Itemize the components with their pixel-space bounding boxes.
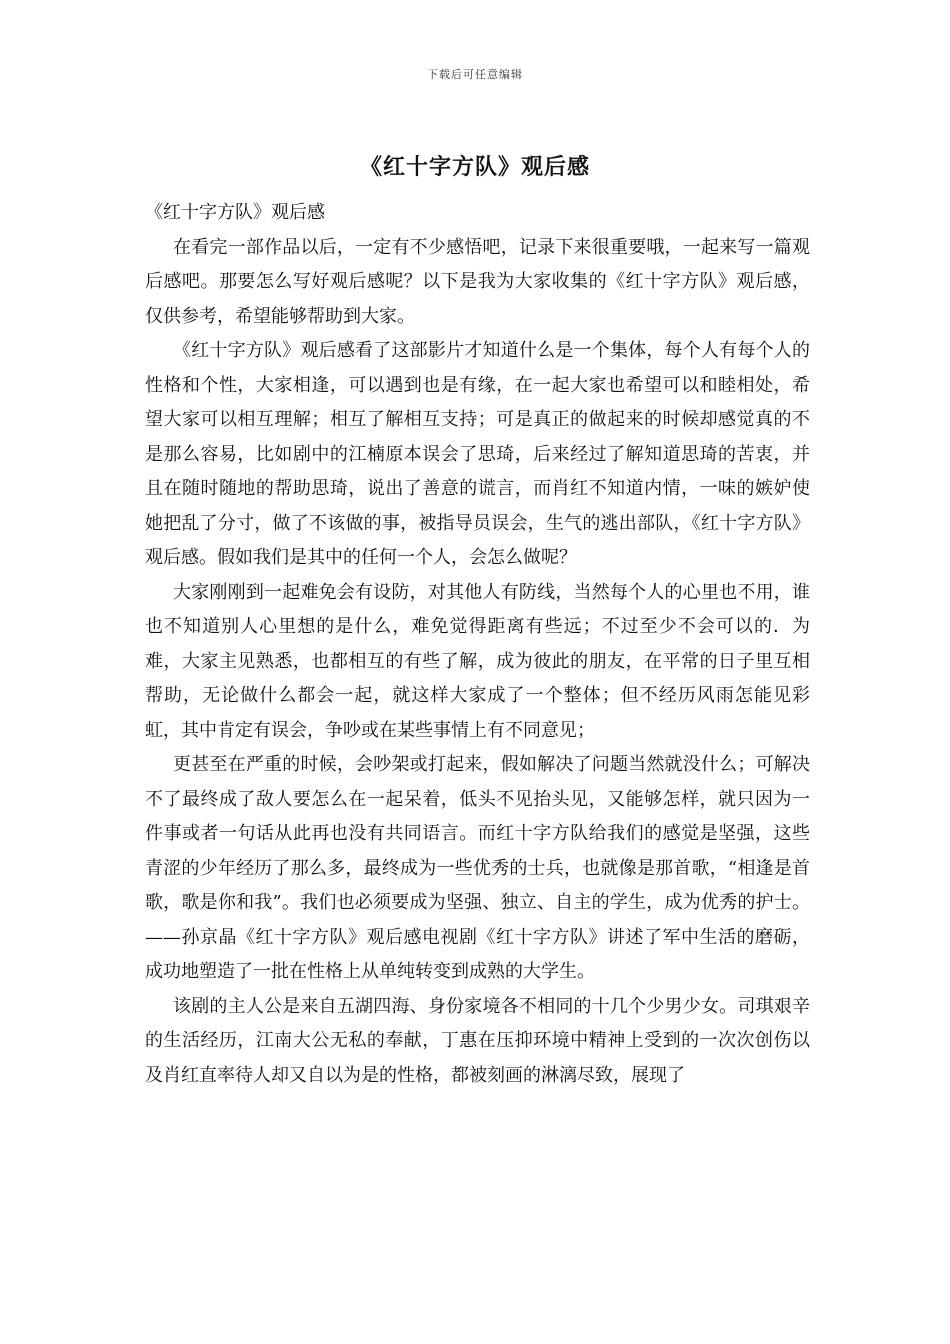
document-body (145, 196, 810, 1093)
document-subtitle: 《红十字方队》观后感 (145, 202, 325, 223)
paragraph-intro: 在看完一部作品以后，一定有不少感悟吧，记录下来很重要哦，一起来写一篇观后感吧。那要怎么写好观后感呢？以下是我为大家收集的《红十字方队》观后感，仅供参考，希望能够帮助到大家。 (145, 236, 810, 327)
paragraph-defenses: 大家刚刚到一起难免会有设防，对其他人有防线，当然每个人的心里也不用，谁也不知道别人心里想的是什么，难免觉得距离有些远；不过至少不会可以的．为难，大家主见熟悉，也都相互的有些了解，成为彼此的朋友，在平常的日子里互相帮助，无论做什么都会一起，就这样大家成了一个整体；但不经历风雨怎能见彩虹，其中肯定有误会，争吵或在某些事情上有不同意见； (145, 581, 810, 741)
paragraph-collective: 《红十字方队》观后感看了这部影片才知道什么是一个集体，每个人有每个人的性格和个性，大家相逢，可以遇到也是有缘，在一起大家也希望可以和睦相处，希望大家可以相互理解；相互了解相互支持；可是真正的做起来的时候却感觉真的不是那么容易，比如剧中的江楠原本误会了思琦，后来经过了解知道思琦的苦衷，并且在随时随地的帮助思琦，说出了善意的谎言，而肖红不知道内情，一味的嫉妒使她把乱了分寸，做了不该做的事，被指导员误会，生气的逃出部队，《红十字方队》观后感。假如我们是其中的任何一个人，会怎么做呢？ (145, 340, 810, 568)
paragraph-protagonists: 该剧的主人公是来自五湖四海、身份家境各不相同的十几个少男少女。司琪艰辛的生活经历，江南大公无私的奉献，丁惠在压抑环境中精神上受到的一次次创伤以及肖红直率待人却又自以为是的性格，都被刻画的淋漓尽致，展现了 (145, 995, 810, 1086)
document-title: 《红十字方队》观后感 (359, 154, 590, 180)
header-note: 下载后可任意编辑 (427, 68, 523, 81)
paragraph-conflict: 更甚至在严重的时候，会吵架或打起来，假如解决了问题当然就没什么；可解决不了最终成了敌人要怎么在一起呆着，低头不见抬头见，又能够怎样，就只因为一件事或者一句话从此再也没有共同语言。而红十字方队给我们的感觉是坚强，这些青涩的少年经历了那么多，最终成为一些优秀的士兵，也就像是那首歌，“相逢是首歌，歌是你和我”。我们也必须要成为坚强、独立、自主的学生，成为优秀的护士。——孙京晶《红十字方队》观后感电视剧《红十字方队》讲述了军中生活的磨砺，成功地塑造了一批在性格上从单纯转变到成熟的大学生。 (145, 754, 810, 982)
